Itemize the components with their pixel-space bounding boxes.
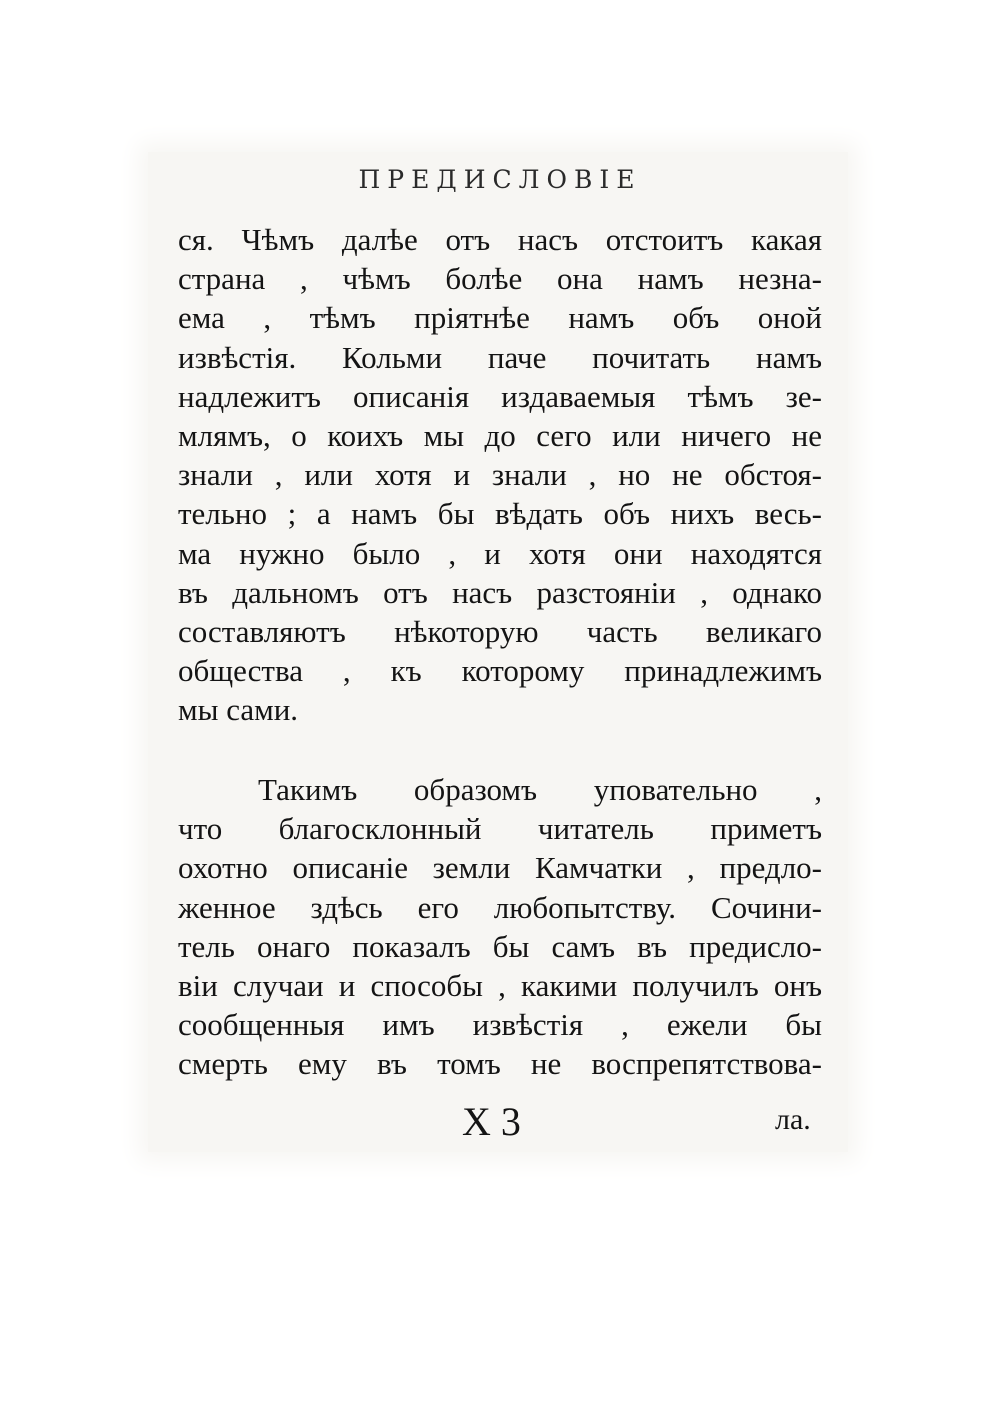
text-line: Такимъ образомъ уповательно , [258,772,822,807]
catchword: ла. [775,1103,811,1136]
text-line: ся. Чѣмъ далѣе отъ насъ отстоитъ какая [178,222,822,257]
text-line: надлежитъ описанія издаваемыя тѣмъ зе- [178,378,822,414]
text-line: въ дальномъ отъ насъ разстояніи , однако [178,574,822,610]
running-head: ПРЕДИСЛОВІЕ [358,165,642,194]
text-line: извѣстія. Кольми паче почитать намъ [178,339,822,375]
text-line: тель онаго показалъ бы самъ въ предисло- [178,928,822,964]
text-line: охотно описаніе земли Камчатки , предло- [178,850,822,886]
text-line: женное здѣсь его любопытству. Сочини- [178,889,822,925]
signature-mark: X 3 [462,1099,521,1144]
text-line: составляютъ нѣкоторую часть великаго [178,613,822,649]
paragraph-2 [178,770,822,1084]
text-line: знали , или хотя и знали , но не обстоя- [178,457,822,493]
text-line: ма нужно было , и хотя они находятся [178,535,822,571]
text-line: віи случаи и способы , какими получилъ онъ [178,967,822,1003]
text-line: тельно ; а намъ бы вѣдать объ нихъ весь- [178,496,822,532]
text-line: общества , къ которому принадлежимъ [178,653,822,689]
text-line: смерть ему въ томъ не воспрепятствова- [178,1046,822,1082]
text-line: мы сами. [178,692,299,728]
text-line: что благосклонный читатель приметъ [178,811,822,847]
text-line: страна , чѣмъ болѣе она намъ незна- [178,261,822,297]
text-line: сообщенныя имъ извѣстія , ежели бы [178,1007,822,1043]
paragraph-1 [178,220,822,729]
text-line: ема , тѣмъ пріятнѣе намъ объ оной [178,300,822,336]
text-line: млямъ, о коихъ мы до сего или ничего не [178,417,822,453]
